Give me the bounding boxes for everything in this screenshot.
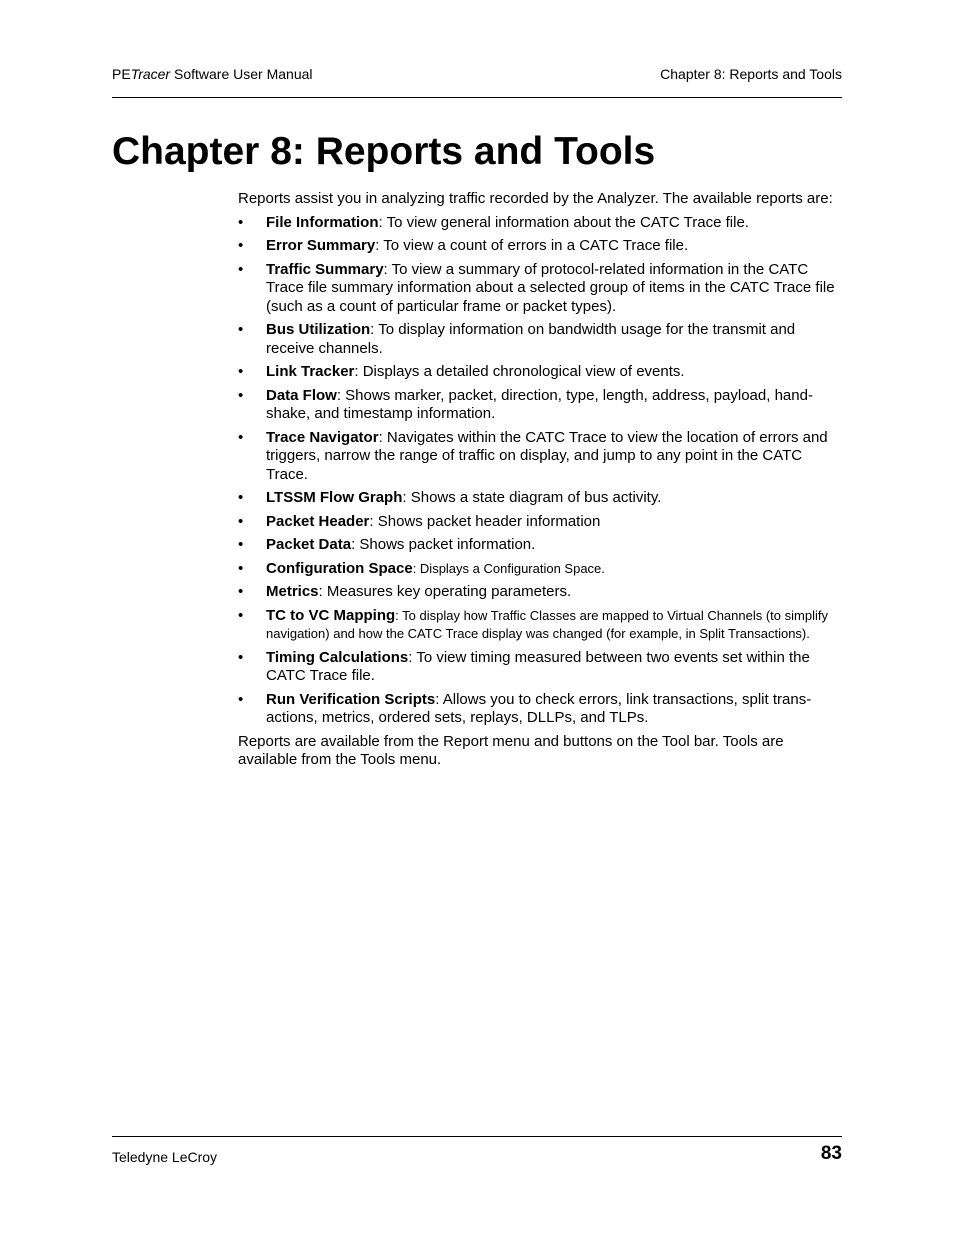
chapter-body: [238, 190, 838, 770]
report-term: Trace Navigator: [266, 428, 379, 446]
bullet-icon: •: [238, 648, 244, 666]
report-term: Error Summary: [266, 237, 376, 254]
list-item: [238, 387, 838, 424]
manual-title-prefix: PE: [112, 66, 131, 82]
report-term: Metrics: [266, 583, 319, 600]
report-term: Bus Utilization: [266, 321, 371, 338]
report-term: Traffic Summary: [266, 260, 384, 278]
list-item: [238, 536, 838, 555]
report-desc: : Displays a detailed chronological view of events.: [354, 363, 685, 380]
intro-paragraph: Reports assist you in analyzing traffic recorded by the Analyzer. The available reports are:: [238, 190, 833, 207]
list-item: [238, 607, 838, 644]
bullet-icon: •: [238, 260, 244, 278]
outro-paragraph: Reports are available from the Report menu and buttons on the Tool bar. Tools are available from the Tools menu.: [238, 732, 784, 768]
report-desc: : To view timing measured between two events set within the CATC Trace file.: [266, 648, 810, 684]
list-item: [238, 321, 838, 358]
report-term: LTSSM Flow Graph: [266, 489, 403, 506]
list-item: [238, 429, 838, 485]
footer-company: Teledyne LeCroy: [112, 1149, 218, 1165]
report-term: Packet Data: [266, 536, 352, 553]
header-chapter: Chapter 8: Reports and Tools: [660, 66, 842, 82]
report-term: Packet Header: [266, 512, 370, 530]
list-item: [238, 363, 838, 382]
report-term: Timing Calculations: [266, 648, 409, 666]
report-term: Data Flow: [266, 386, 337, 404]
list-item: [238, 583, 838, 602]
list-item: [238, 237, 838, 256]
report-desc: : To view a summary of protocol-related information in the CATC Trace file summary information about a selected group of items in the CATC Trace file (such as a count of particular frame or packet types).: [266, 260, 835, 315]
report-term: File Information: [266, 213, 379, 231]
header-divider: [112, 97, 842, 98]
bullet-icon: •: [238, 536, 244, 553]
report-desc: : Shows a state diagram of bus activity.: [402, 489, 662, 506]
chapter-title: Chapter 8: Reports and Tools: [112, 130, 656, 173]
report-desc: : Shows marker, packet, direction, type, length, address, payload, hand-shake, and timestamp information.: [266, 386, 813, 422]
footer-divider: [112, 1136, 842, 1137]
report-desc: : To display how Traffic Classes are mapped to Virtual Channels (to simplify navigation) and how the CATC Trace display was changed (for example, in Split Transactions).: [266, 607, 828, 641]
page-header: [112, 64, 842, 84]
list-item: [238, 560, 838, 579]
list-item: [238, 489, 838, 508]
report-desc: : Shows packet header information: [369, 512, 601, 530]
report-desc: : Navigates within the CATC Trace to view the location of errors and triggers, narrow the range of traffic on display, and jump to any point in the CATC Trace.: [266, 428, 828, 483]
page-number: 83: [820, 1143, 842, 1164]
list-item: [238, 513, 838, 532]
report-term: TC to VC Mapping: [266, 606, 396, 624]
report-desc: : Allows you to check errors, link transactions, split trans-actions, metrics, ordered sets, replays, DLLPs, and TLPs.: [266, 690, 812, 726]
report-desc: : Displays a Configuration Space.: [412, 560, 605, 576]
report-desc: : To view general information about the CATC Trace file.: [378, 213, 749, 231]
bullet-icon: •: [238, 512, 244, 530]
report-desc: : To display information on bandwidth usage for the transmit and receive channels.: [266, 321, 796, 357]
list-item: [238, 214, 838, 233]
report-term: Link Tracker: [266, 363, 355, 380]
bullet-icon: •: [238, 321, 244, 338]
bullet-icon: •: [238, 559, 244, 577]
report-term: Run Verification Scripts: [266, 690, 436, 708]
bullet-icon: •: [238, 489, 244, 506]
manual-title-italic: Tracer: [130, 66, 171, 82]
list-item: [238, 649, 838, 686]
bullet-icon: •: [238, 386, 244, 404]
bullet-icon: •: [238, 428, 244, 446]
bullet-icon: •: [238, 583, 244, 600]
bullet-icon: •: [238, 213, 244, 231]
list-item: [238, 691, 838, 728]
bullet-icon: •: [238, 690, 244, 708]
manual-title: [112, 64, 313, 84]
reports-list: [238, 214, 838, 728]
report-desc: : Measures key operating parameters.: [318, 583, 572, 600]
bullet-icon: •: [238, 237, 244, 254]
report-term: Configuration Space: [266, 559, 413, 577]
bullet-icon: •: [238, 363, 244, 380]
report-desc: : Shows packet information.: [351, 536, 536, 553]
bullet-icon: •: [238, 606, 244, 624]
manual-title-suffix: Software User Manual: [170, 66, 313, 82]
report-desc: : To view a count of errors in a CATC Trace file.: [375, 237, 689, 254]
list-item: [238, 261, 838, 317]
